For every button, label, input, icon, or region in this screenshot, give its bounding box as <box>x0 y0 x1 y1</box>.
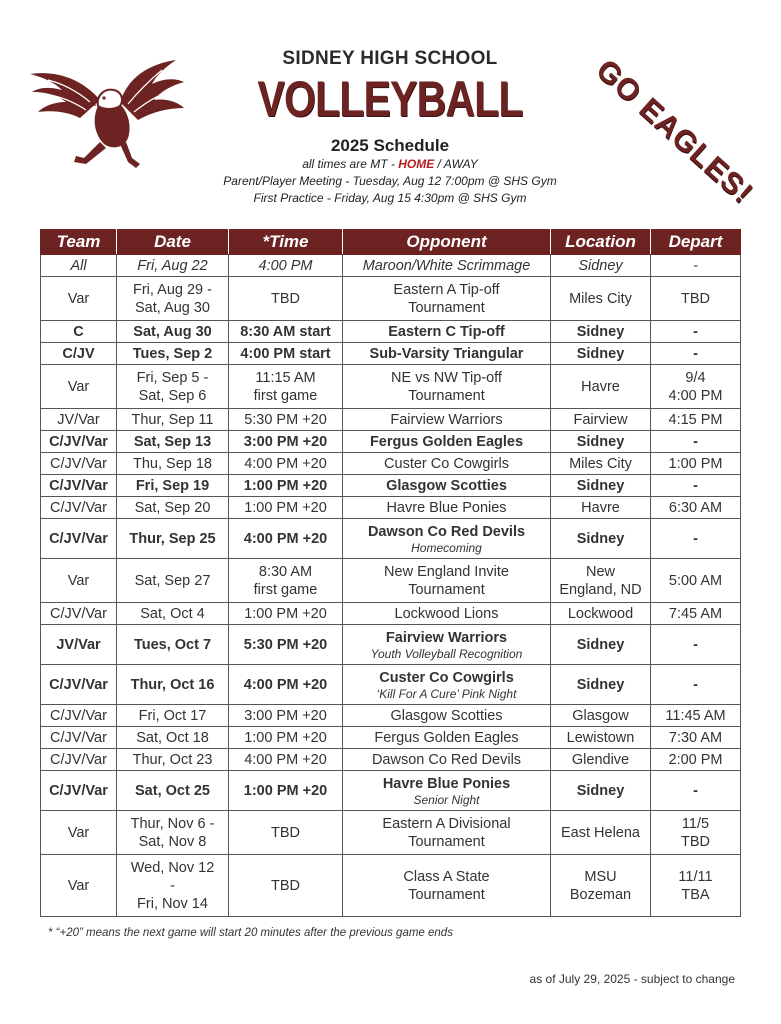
cell-opponent <box>343 255 551 277</box>
cell-date <box>117 771 229 811</box>
cell-depart <box>651 625 741 665</box>
cell-date <box>117 665 229 705</box>
location-text: Sidney <box>576 676 625 693</box>
cell-opponent <box>343 771 551 811</box>
cell-team <box>41 519 117 559</box>
time-text: 11:15 AM first game <box>253 369 318 404</box>
cell-date <box>117 625 229 665</box>
cell-location <box>551 727 651 749</box>
table-row <box>41 625 741 665</box>
team-text: All <box>70 257 87 274</box>
date-text: Sat, Sep 27 <box>134 572 211 589</box>
col-header-location: Location <box>551 230 651 255</box>
depart-text: 2:00 PM <box>668 751 723 768</box>
depart-text: - <box>693 433 698 450</box>
cell-depart <box>651 343 741 365</box>
col-header-team: Team <box>41 230 117 255</box>
table-row <box>41 255 741 277</box>
opponent-text: Eastern A Tip-off Tournament <box>393 281 500 316</box>
cell-location <box>551 453 651 475</box>
table-header-row <box>41 230 741 255</box>
time-text: 4:00 PM +20 <box>244 751 327 768</box>
table-row <box>41 811 741 855</box>
cell-depart <box>651 453 741 475</box>
depart-text: - <box>693 323 698 340</box>
cell-date <box>117 559 229 603</box>
depart-text: - <box>693 257 698 274</box>
cell-team <box>41 749 117 771</box>
cell-date <box>117 705 229 727</box>
cell-team <box>41 475 117 497</box>
date-text: Sat, Oct 25 <box>135 782 210 799</box>
cell-opponent <box>343 497 551 519</box>
team-text: Var <box>67 824 90 841</box>
time-text: 5:30 PM +20 <box>244 411 327 428</box>
time-text: TBD <box>271 877 300 894</box>
team-text: Var <box>67 572 90 589</box>
cell-location <box>551 409 651 431</box>
location-text: New England, ND <box>559 563 642 598</box>
team-text: C/JV/Var <box>50 751 107 768</box>
opponent-text: Havre Blue Ponies <box>382 775 511 792</box>
location-text: Havre <box>581 378 620 395</box>
col-header-depart: Depart <box>651 230 741 255</box>
opponent-note: Senior Night <box>413 792 480 807</box>
location-text: Sidney <box>576 433 625 450</box>
date-text: Sat, Sep 13 <box>133 433 212 450</box>
cell-opponent <box>343 321 551 343</box>
opponent-text: Maroon/White Scrimmage <box>362 257 531 274</box>
cell-time <box>229 409 343 431</box>
cell-opponent <box>343 453 551 475</box>
opponent-text: Glasgow Scotties <box>390 707 503 724</box>
date-text: Fri, Oct 17 <box>138 707 207 724</box>
school-name: SIDNEY HIGH SCHOOL <box>282 48 498 69</box>
cell-time <box>229 475 343 497</box>
time-text: 1:00 PM +20 <box>244 729 327 746</box>
cell-date <box>117 519 229 559</box>
opponent-text: Eastern C Tip-off <box>388 323 505 340</box>
cell-depart <box>651 475 741 497</box>
team-text: C/JV <box>62 345 95 362</box>
cell-depart <box>651 727 741 749</box>
time-text: TBD <box>271 290 300 307</box>
depart-text: - <box>693 530 698 547</box>
opponent-text: Fergus Golden Eagles <box>369 433 524 450</box>
opponent-text: New England Invite Tournament <box>384 563 509 598</box>
cell-location <box>551 811 651 855</box>
team-text: JV/Var <box>56 636 101 653</box>
date-text: Thur, Sep 25 <box>129 530 216 547</box>
opponent-note: ‘Kill For A Cure’ Pink Night <box>376 686 517 701</box>
cell-location <box>551 365 651 409</box>
location-text: Lockwood <box>567 605 634 622</box>
cell-depart <box>651 855 741 917</box>
cell-location <box>551 475 651 497</box>
cell-opponent <box>343 431 551 453</box>
table-row <box>41 453 741 475</box>
cell-date <box>117 365 229 409</box>
opponent-text: Fergus Golden Eagles <box>374 729 519 746</box>
time-text: 4:00 PM start <box>240 345 331 362</box>
cell-team <box>41 603 117 625</box>
opponent-text: Fairview Warriors <box>390 411 503 428</box>
table-row <box>41 771 741 811</box>
time-text: 8:30 AM first game <box>253 563 318 598</box>
time-text: 1:00 PM +20 <box>244 605 327 622</box>
team-text: Var <box>67 378 90 395</box>
cell-location <box>551 625 651 665</box>
cell-location <box>551 497 651 519</box>
cell-location <box>551 603 651 625</box>
location-text: Sidney <box>578 257 623 274</box>
opponent-note: Youth Volleyball Recognition <box>370 646 523 661</box>
cell-team <box>41 321 117 343</box>
time-text: 3:00 PM +20 <box>243 433 328 450</box>
table-row <box>41 365 741 409</box>
table-row <box>41 321 741 343</box>
team-text: C/JV/Var <box>50 729 107 746</box>
location-text: East Helena <box>561 824 640 841</box>
depart-text: - <box>693 636 698 653</box>
time-text: 4:00 PM +20 <box>244 455 327 472</box>
opponent-text: Fairview Warriors <box>385 629 508 646</box>
table-row <box>41 277 741 321</box>
location-text: Fairview <box>573 411 628 428</box>
date-text: Fri, Sep 5 - Sat, Sep 6 <box>136 369 209 404</box>
depart-text: 11/5 TBD <box>681 815 710 850</box>
cell-time <box>229 321 343 343</box>
cell-team <box>41 365 117 409</box>
cell-team <box>41 453 117 475</box>
team-text: C/JV/Var <box>49 676 108 693</box>
cell-team <box>41 855 117 917</box>
depart-text: 11:45 AM <box>665 707 726 724</box>
opponent-text: Dawson Co Red Devils <box>367 523 526 540</box>
cell-date <box>117 855 229 917</box>
team-text: C/JV/Var <box>50 707 107 724</box>
time-text: 8:30 AM start <box>240 323 331 340</box>
cell-depart <box>651 665 741 705</box>
cell-team <box>41 343 117 365</box>
table-row <box>41 559 741 603</box>
eagle-icon <box>28 58 188 174</box>
cell-team <box>41 771 117 811</box>
team-text: C/JV/Var <box>49 782 108 799</box>
cell-team <box>41 277 117 321</box>
table-row <box>41 855 741 917</box>
cell-team <box>41 559 117 603</box>
location-text: Miles City <box>569 455 632 472</box>
location-text: Havre <box>581 499 620 516</box>
time-text: 1:00 PM +20 <box>244 499 327 516</box>
cell-team <box>41 665 117 705</box>
cell-depart <box>651 255 741 277</box>
opponent-text: Class A State Tournament <box>403 868 490 903</box>
cell-depart <box>651 519 741 559</box>
cell-opponent <box>343 559 551 603</box>
date-text: Wed, Nov 12 - Fri, Nov 14 <box>130 859 215 912</box>
cell-team <box>41 409 117 431</box>
team-text: C/JV/Var <box>50 455 107 472</box>
location-text: Sidney <box>576 323 625 340</box>
home-label: HOME <box>398 157 435 171</box>
cell-opponent <box>343 365 551 409</box>
date-text: Thu, Sep 18 <box>133 455 212 472</box>
depart-text: - <box>693 676 698 693</box>
depart-text: 1:00 PM <box>668 455 723 472</box>
cell-date <box>117 453 229 475</box>
cell-date <box>117 431 229 453</box>
opponent-text: Lockwood Lions <box>394 605 499 622</box>
location-text: Glendive <box>571 751 630 768</box>
col-header-date: Date <box>117 230 229 255</box>
depart-text: 11/11 TBA <box>678 868 713 903</box>
date-text: Sat, Oct 4 <box>140 605 205 622</box>
table-row <box>41 705 741 727</box>
cell-date <box>117 727 229 749</box>
col-header-opponent: Opponent <box>343 230 551 255</box>
first-practice-info: First Practice - Friday, Aug 15 4:30pm @ SHS Gym <box>253 191 527 205</box>
cell-depart <box>651 603 741 625</box>
opponent-note: Homecoming <box>411 540 482 555</box>
team-text: JV/Var <box>57 411 100 428</box>
cell-team <box>41 431 117 453</box>
cell-depart <box>651 277 741 321</box>
cell-date <box>117 255 229 277</box>
date-text: Thur, Nov 6 - Sat, Nov 8 <box>130 815 215 850</box>
cell-time <box>229 749 343 771</box>
cell-team <box>41 625 117 665</box>
location-text: Sidney <box>576 782 625 799</box>
cell-depart <box>651 431 741 453</box>
table-row <box>41 749 741 771</box>
time-text: 4:00 PM +20 <box>243 676 328 693</box>
cell-time <box>229 559 343 603</box>
cell-time <box>229 665 343 705</box>
team-text: C/JV/Var <box>49 433 108 450</box>
cell-location <box>551 321 651 343</box>
time-text: 1:00 PM +20 <box>243 782 328 799</box>
depart-text: - <box>693 782 698 799</box>
cell-location <box>551 665 651 705</box>
cell-team <box>41 811 117 855</box>
cell-opponent <box>343 519 551 559</box>
time-text: 4:00 PM <box>258 257 313 274</box>
depart-text: - <box>693 477 698 494</box>
location-text: MSU Bozeman <box>569 868 632 903</box>
cell-time <box>229 497 343 519</box>
cell-opponent <box>343 343 551 365</box>
date-text: Fri, Aug 22 <box>137 257 208 274</box>
location-text: Miles City <box>569 290 632 307</box>
cell-time <box>229 603 343 625</box>
table-row <box>41 431 741 453</box>
depart-text: 6:30 AM <box>668 499 723 516</box>
cell-location <box>551 343 651 365</box>
cell-location <box>551 277 651 321</box>
meeting-info: Parent/Player Meeting - Tuesday, Aug 12 7:00pm @ SHS Gym <box>223 174 557 188</box>
cell-date <box>117 475 229 497</box>
cell-depart <box>651 365 741 409</box>
cell-time <box>229 431 343 453</box>
cell-time <box>229 277 343 321</box>
cell-date <box>117 811 229 855</box>
time-text: 5:30 PM +20 <box>243 636 328 653</box>
cell-depart <box>651 321 741 343</box>
table-row <box>41 343 741 365</box>
cell-depart <box>651 811 741 855</box>
cell-team <box>41 705 117 727</box>
team-text: C/JV/Var <box>50 605 107 622</box>
depart-text: 9/4 4:00 PM <box>668 369 723 404</box>
table-row <box>41 409 741 431</box>
cell-location <box>551 749 651 771</box>
opponent-text: Custer Co Cowgirls <box>379 669 514 686</box>
location-text: Glasgow <box>572 707 629 724</box>
cell-date <box>117 343 229 365</box>
location-text: Sidney <box>576 636 625 653</box>
cell-date <box>117 321 229 343</box>
times-note <box>180 156 600 173</box>
cell-team <box>41 497 117 519</box>
as-of-note: as of July 29, 2025 - subject to change <box>529 972 735 986</box>
time-text: 3:00 PM +20 <box>244 707 327 724</box>
cell-time <box>229 365 343 409</box>
cell-depart <box>651 497 741 519</box>
cell-opponent <box>343 277 551 321</box>
cell-date <box>117 409 229 431</box>
date-text: Thur, Oct 16 <box>130 676 215 693</box>
date-text: Tues, Sep 2 <box>132 345 213 362</box>
schedule-title: 2025 Schedule <box>330 136 450 155</box>
location-text: Sidney <box>576 477 625 494</box>
depart-text: TBD <box>681 290 710 307</box>
cell-location <box>551 255 651 277</box>
cell-depart <box>651 749 741 771</box>
cell-depart <box>651 409 741 431</box>
cell-time <box>229 727 343 749</box>
location-text: Lewistown <box>566 729 635 746</box>
cell-opponent <box>343 811 551 855</box>
cell-opponent <box>343 409 551 431</box>
opponent-text: Eastern A Divisional Tournament <box>382 815 511 850</box>
cell-time <box>229 811 343 855</box>
table-row <box>41 665 741 705</box>
opponent-text: Havre Blue Ponies <box>386 499 507 516</box>
table-row <box>41 727 741 749</box>
cell-location <box>551 705 651 727</box>
date-text: Thur, Sep 11 <box>131 411 214 428</box>
opponent-text: Sub-Varsity Triangular <box>369 345 524 362</box>
cell-opponent <box>343 603 551 625</box>
cell-depart <box>651 705 741 727</box>
table-row <box>41 603 741 625</box>
opponent-text: Custer Co Cowgirls <box>384 455 509 472</box>
footnote: * “+20” means the next game will start 20 minutes after the previous game ends <box>48 927 453 939</box>
cell-date <box>117 497 229 519</box>
cell-location <box>551 431 651 453</box>
team-text: Var <box>67 877 90 894</box>
location-text: Sidney <box>576 345 625 362</box>
time-text: TBD <box>271 824 300 841</box>
cell-time <box>229 255 343 277</box>
cell-date <box>117 603 229 625</box>
depart-text: 4:15 PM <box>668 411 723 428</box>
cell-opponent <box>343 475 551 497</box>
depart-text: - <box>693 345 698 362</box>
cell-time <box>229 343 343 365</box>
cell-location <box>551 855 651 917</box>
date-text: Thur, Oct 23 <box>132 751 213 768</box>
depart-text: 7:45 AM <box>668 605 723 622</box>
cell-depart <box>651 559 741 603</box>
team-text: C/JV/Var <box>49 530 108 547</box>
cell-date <box>117 277 229 321</box>
table-row <box>41 519 741 559</box>
cell-opponent <box>343 727 551 749</box>
opponent-text: Dawson Co Red Devils <box>371 751 522 768</box>
cell-date <box>117 749 229 771</box>
cell-time <box>229 625 343 665</box>
date-text: Fri, Aug 29 - Sat, Aug 30 <box>133 281 212 316</box>
header <box>180 48 600 207</box>
away-label: / AWAY <box>434 157 478 171</box>
table-row <box>41 475 741 497</box>
cell-opponent <box>343 855 551 917</box>
cell-opponent <box>343 705 551 727</box>
cell-opponent <box>343 749 551 771</box>
cell-time <box>229 519 343 559</box>
cell-team <box>41 727 117 749</box>
cell-time <box>229 771 343 811</box>
table-row <box>41 497 741 519</box>
cell-time <box>229 705 343 727</box>
team-text: C/JV/Var <box>50 499 107 516</box>
cell-opponent <box>343 625 551 665</box>
time-text: 1:00 PM +20 <box>243 477 328 494</box>
cell-location <box>551 559 651 603</box>
col-header-time: *Time <box>229 230 343 255</box>
time-text: 4:00 PM +20 <box>243 530 328 547</box>
depart-text: 5:00 AM <box>668 572 723 589</box>
times-prefix: all times are MT - <box>302 157 399 171</box>
date-text: Sat, Sep 20 <box>134 499 211 516</box>
depart-text: 7:30 AM <box>668 729 723 746</box>
team-text: C <box>73 323 84 340</box>
cell-team <box>41 255 117 277</box>
cell-time <box>229 453 343 475</box>
opponent-text: NE vs NW Tip-off Tournament <box>391 369 502 404</box>
cell-location <box>551 519 651 559</box>
cell-opponent <box>343 665 551 705</box>
team-text: Var <box>67 290 90 307</box>
slogan: GO EAGLES! <box>589 53 760 211</box>
date-text: Sat, Oct 18 <box>136 729 209 746</box>
opponent-text: Glasgow Scotties <box>386 477 507 494</box>
date-text: Sat, Aug 30 <box>133 323 212 340</box>
cell-location <box>551 771 651 811</box>
date-text: Fri, Sep 19 <box>135 477 210 494</box>
schedule-table <box>40 229 741 917</box>
date-text: Tues, Oct 7 <box>133 636 212 653</box>
sport-title: VOLLEYBALL <box>257 71 523 127</box>
cell-time <box>229 855 343 917</box>
team-text: C/JV/Var <box>49 477 108 494</box>
cell-depart <box>651 771 741 811</box>
location-text: Sidney <box>576 530 625 547</box>
